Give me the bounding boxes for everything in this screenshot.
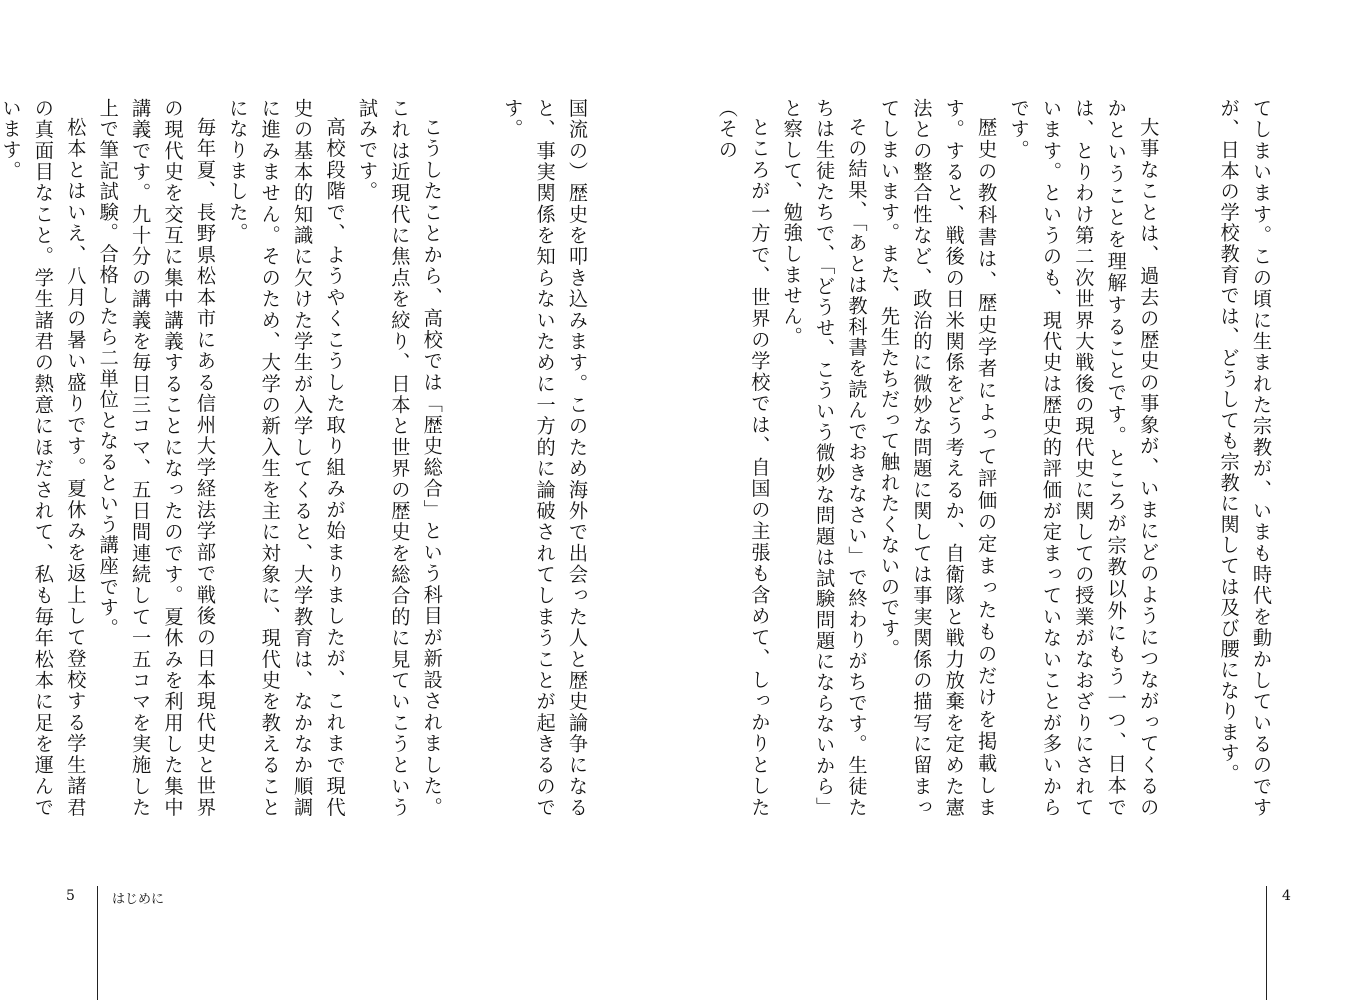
page-number: 4 [1282,888,1291,904]
paragraph: 毎年夏、長野県松本市にある信州大学経法学部で戦後の日本現代史と世界の現代史を交互に集中講義することになったのです。夏休みを利用した集中講義です。九十分の講義を毎日三コマ、五日間連続して一五コマを実施した上で筆記試験。合格したら二単位となるという講座です。 [96,98,217,818]
paragraph: てしまいます。この頃に生まれた宗教が、いまも時代を動かしているのですが、日本の学校教育では、どうしても宗教に関しては及び腰になります。 [1217,98,1273,818]
page-number: 5 [66,888,75,904]
paragraph: こうしたことから、高校では「歴史総合」という科目が新設されました。これは近現代に焦点を絞り、日本と世界の歴史を総合的に見ていこうという試みです。 [355,98,444,818]
right-page-body [715,98,1277,818]
footer-rule [97,886,98,1000]
paragraph: 松本とはいえ、八月の暑い盛りです。夏休みを返上して登校する学生諸君の真面目なこと。学生諸君の熱意にほだされて、私も毎年松本に足を運んでいます。 [0,98,88,818]
paragraph: その結果、「あとは教科書を読んでおきなさい」で終わりがちです。生徒たちは生徒たちで、「どうせ、こういう微妙な問題は試験問題にならないから」と察して、勉強しません。 [780,98,869,818]
paragraph: 大事なことは、過去の歴史の事象が、いまにどのようにつながってくるのかということを理解することです。ところが宗教以外にもう一つ、日本では、とりわけ第二次世界大戦後の現代史に関しての授業がなおざりにされています。というのも、現代史は歴史的評価が定まっていないことが多いからです。 [1007,98,1161,818]
running-head: はじめに [112,892,165,907]
left-page-body [0,98,593,818]
paragraph: 高校段階で、ようやくこうした取り組みが始まりましたが、これまで現代史の基本的知識に欠けた学生が入学してくると、大学教育は、なかなか順調に進みません。そのため、大学の新入生を主に対象に、現代史を教えることになりました。 [226,98,347,818]
paragraph: 国流の）歴史を叩き込みます。このため海外で出会った人と歴史論争になると、事実関係を知らないために一方的に論破されてしまうことが起きるのです。 [501,98,589,818]
paragraph: 歴史の教科書は、歴史学者によって評価の定まったものだけを掲載します。すると、戦後の日米関係をどう考えるか、自衛隊と戦力放棄を定めた憲法との整合性など、政治的に微妙な問題に関しては事実関係の描写に留まってしまいます。また、先生たちだって触れたくないのです。 [877,98,999,818]
paragraph: ところが一方で、世界の学校では、自国の主張も含めて、しっかりとした（その [715,98,772,818]
footer-rule [1266,886,1267,1000]
